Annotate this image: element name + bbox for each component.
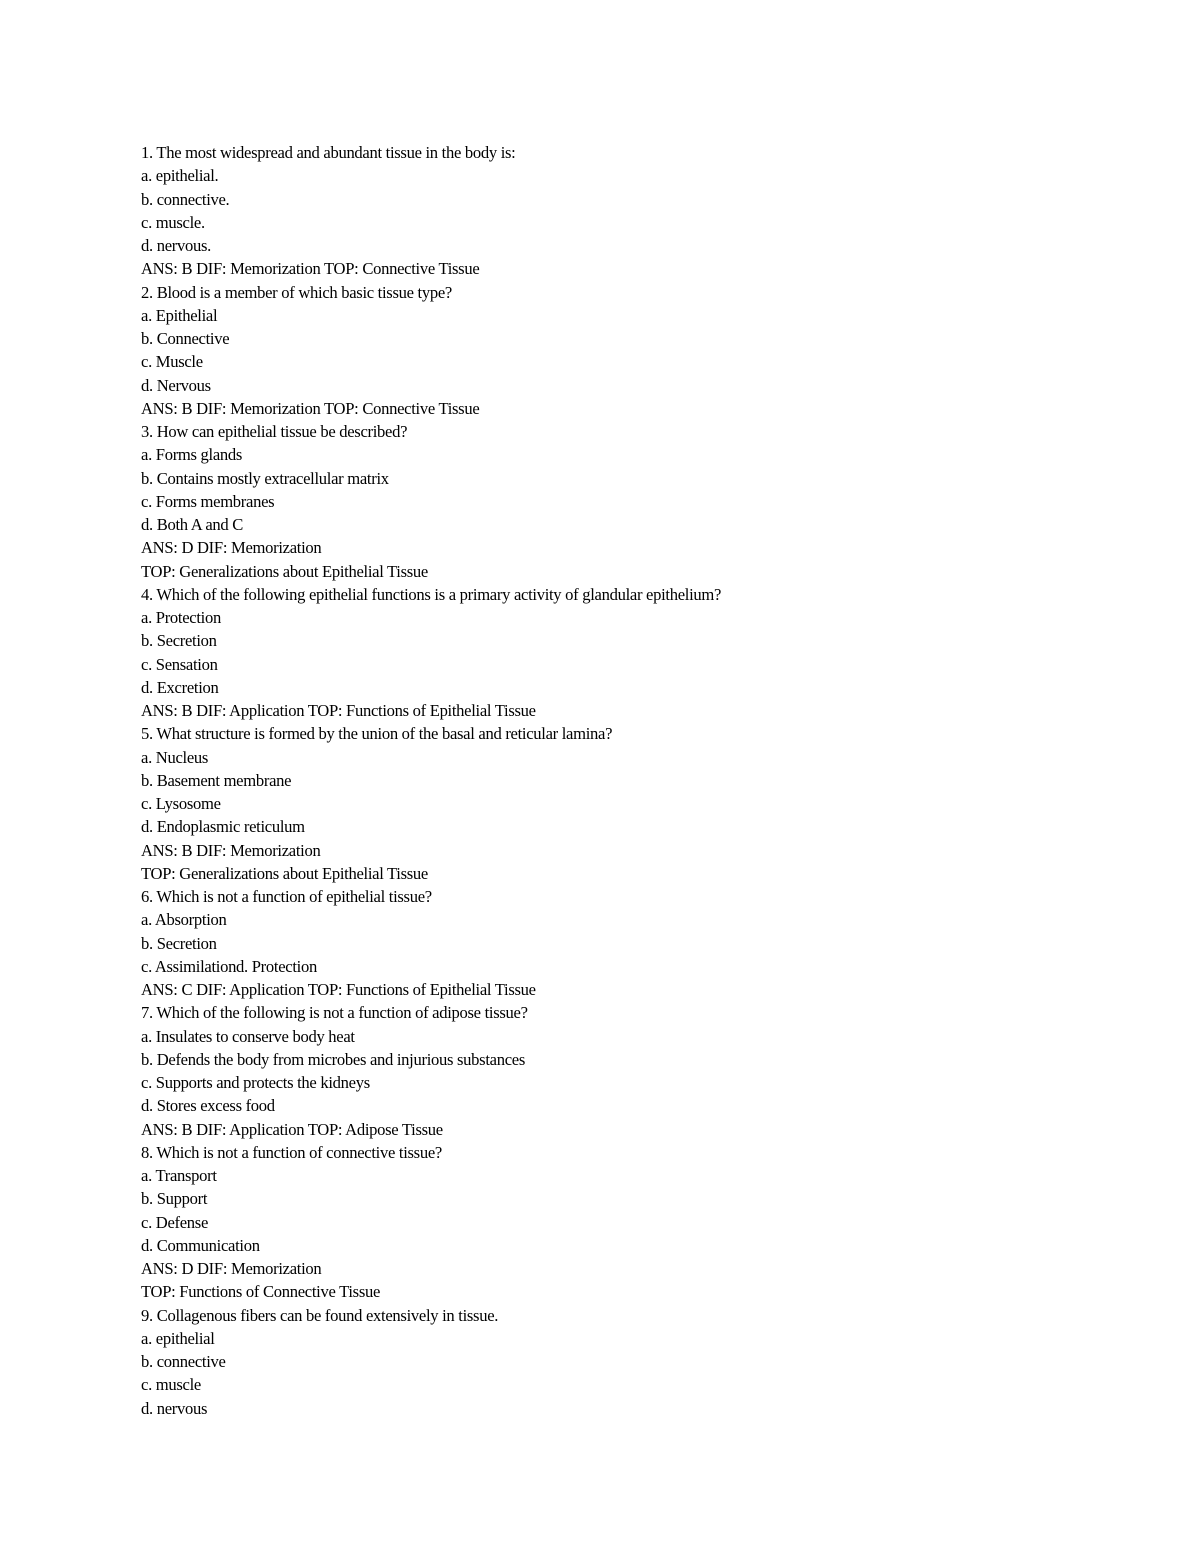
question-line: 8. Which is not a function of connective tissue?	[141, 1142, 442, 1162]
answer-key-line: ANS: B DIF: Application TOP: Functions of Epithelial Tissue	[141, 701, 536, 720]
answer-option: d. Excretion	[141, 677, 219, 697]
answer-option: a. Epithelial	[141, 305, 218, 325]
answer-option: b. Secretion	[141, 631, 217, 651]
answer-option: d. Endoplasmic reticulum	[141, 817, 305, 837]
question-line: 9. Collagenous fibers can be found extensively in tissue.	[141, 1305, 499, 1325]
question-line: 1. The most widespread and abundant tissue in the body is:	[141, 143, 516, 162]
answer-option: c. Supports and protects the kidneys	[141, 1073, 370, 1092]
answer-option: d. nervous	[141, 1398, 208, 1418]
answer-option: b. Support	[141, 1189, 208, 1209]
answer-option: b. Basement membrane	[141, 770, 292, 790]
question-line: 2. Blood is a member of which basic tissue type?	[141, 282, 452, 302]
answer-option: a. Nucleus	[141, 747, 209, 767]
answer-option: d. Both A and C	[141, 515, 243, 534]
answer-option: b. connective	[141, 1352, 226, 1371]
answer-option: c. Muscle	[141, 352, 203, 372]
quiz-text-block	[141, 141, 1101, 1420]
question-line: 7. Which of the following is not a function of adipose tissue?	[141, 1003, 528, 1023]
answer-option: c. Sensation	[141, 654, 218, 674]
answer-option: c. Forms membranes	[141, 491, 275, 511]
answer-key-line: ANS: B DIF: Application TOP: Adipose Tissue	[141, 1119, 443, 1139]
topic-line: TOP: Generalizations about Epithelial Tissue	[141, 561, 428, 581]
question-line: 4. Which of the following epithelial functions is a primary activity of glandular epithelium?	[141, 584, 722, 604]
answer-option: a. epithelial.	[141, 166, 219, 186]
answer-option: d. nervous.	[141, 236, 211, 255]
answer-option: b. Connective	[141, 329, 230, 348]
answer-option: b. Secretion	[141, 933, 217, 953]
question-line: 6. Which is not a function of epithelial tissue?	[141, 887, 432, 906]
answer-option: d. Communication	[141, 1235, 260, 1255]
answer-key-line: ANS: D DIF: Memorization	[141, 538, 322, 558]
answer-key-line: ANS: C DIF: Application TOP: Functions of Epithelial Tissue	[141, 980, 536, 999]
answer-option: c. Assimilationd. Protection	[141, 956, 317, 976]
question-line: 3. How can epithelial tissue be described?	[141, 422, 408, 441]
answer-option: a. Forms glands	[141, 445, 243, 465]
question-line: 5. What structure is formed by the union of the basal and reticular lamina?	[141, 724, 613, 744]
answer-key-line: ANS: D DIF: Memorization	[141, 1259, 322, 1278]
answer-option: a. Protection	[141, 608, 221, 627]
answer-key-line: ANS: B DIF: Memorization TOP: Connective Tissue	[141, 398, 480, 418]
answer-option: b. Defends the body from microbes and injurious substances	[141, 1049, 525, 1069]
answer-option: c. Defense	[141, 1212, 209, 1232]
answer-option: d. Stores excess food	[141, 1096, 275, 1116]
answer-key-line: ANS: B DIF: Memorization TOP: Connective Tissue	[141, 259, 480, 279]
answer-option: a. Absorption	[141, 910, 227, 930]
answer-option: a. epithelial	[141, 1328, 215, 1348]
answer-option: a. Insulates to conserve body heat	[141, 1026, 355, 1046]
answer-option: b. connective.	[141, 189, 230, 209]
topic-line: TOP: Generalizations about Epithelial Tissue	[141, 863, 428, 883]
answer-option: c. Lysosome	[141, 794, 221, 813]
answer-option: c. muscle	[141, 1375, 201, 1395]
topic-line: TOP: Functions of Connective Tissue	[141, 1282, 381, 1302]
answer-option: d. Nervous	[141, 375, 211, 395]
answer-key-line: ANS: B DIF: Memorization	[141, 840, 321, 860]
answer-option: b. Contains mostly extracellular matrix	[141, 468, 389, 488]
answer-option: c. muscle.	[141, 212, 205, 232]
answer-option: a. Transport	[141, 1166, 217, 1185]
